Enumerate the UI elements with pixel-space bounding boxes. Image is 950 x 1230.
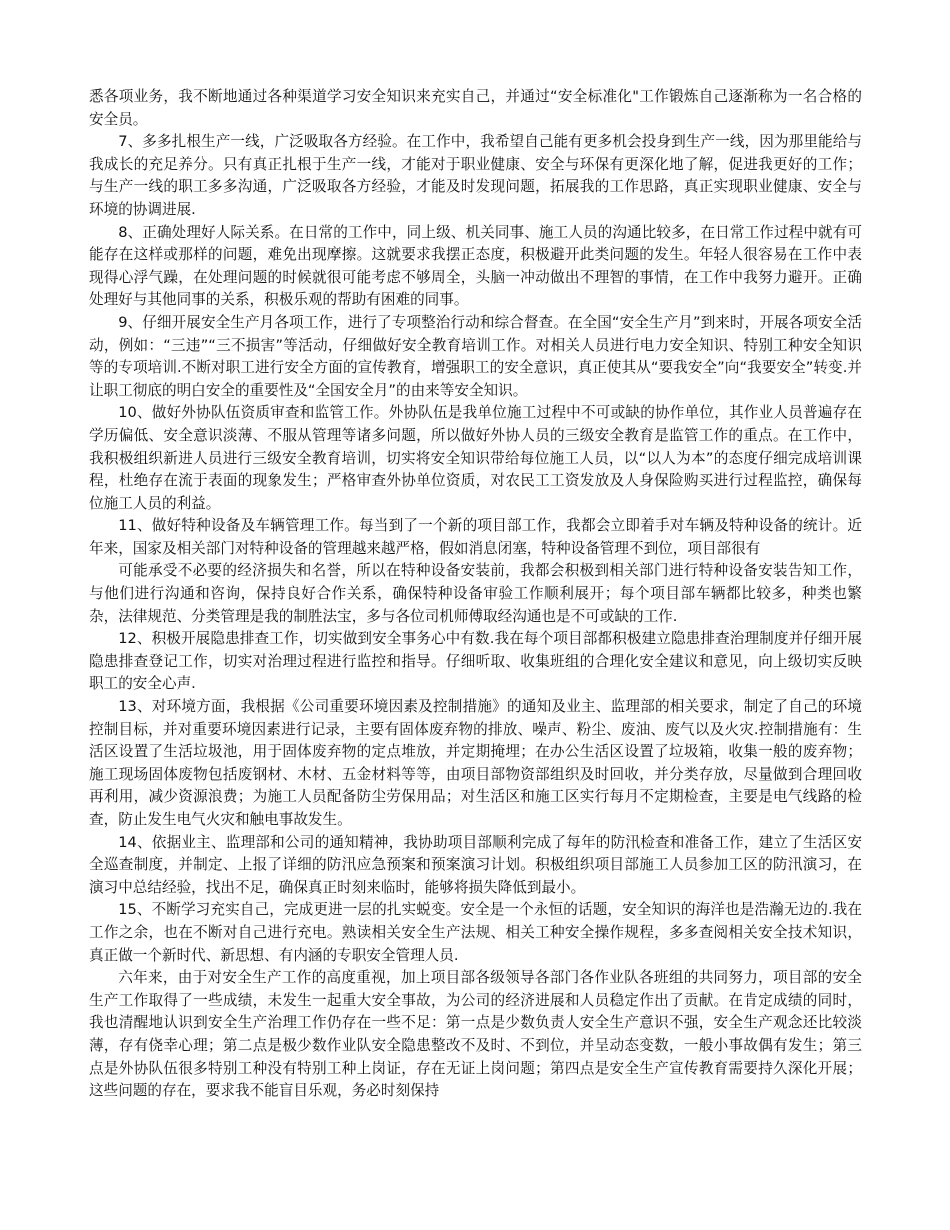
paragraph-item-12: 12、积极开展隐患排查工作，切实做到安全事务心中有数.我在每个项目部都积极建立隐患排查治理制度并仔细开展隐患排查登记工作，切实对治理过程进行监控和指导。仔细听取、收集班组的合理化安全建议和意见，向上级切实反映职工的安全心声. — [89, 630, 862, 693]
document-body — [89, 86, 862, 1103]
paragraph-item-11-continued: 可能承受不必要的经济损失和名誉，所以在特种设备安装前，我都会积极到相关部门进行特种设备安装告知工作，与他们进行沟通和咨询，保持良好合作关系，确保特种设备审验工作顺利展开；每个项目部车辆都比较多，种类也繁杂，法律规范、分类管理是我的制胜法宝，多与各位司机师傅取经沟通也是不可或缺的工作. — [89, 562, 862, 625]
paragraph-summary: 六年来，由于对安全生产工作的高度重视，加上项目部各级领导各部门各作业队各班组的共同努力，项目部的安全生产工作取得了一些成绩，未发生一起重大安全事故，为公司的经济进展和人员稳定作出了贡献。在肯定成绩的同时，我也清醒地认识到安全生产治理工作仍存在一些不足：第一点是少数负责人安全生产意识不强，安全生产观念还比较淡薄，存有侥幸心理；第二点是极少数作业队安全隐患整改不及时、不到位，并呈动态变数，一般小事故偶有发生；第三点是外协队伍很多特别工种没有特别工种上岗证，存在无证上岗问题；第四点是安全生产宣传教育需要持久深化开展；这些问题的存在，要求我不能盲目乐观，务必时刻保持 — [89, 969, 862, 1100]
paragraph-item-8: 8、正确处理好人际关系。在日常的工作中，同上级、机关同事、施工人员的沟通比较多，在日常工作过程中就有可能存在这样或那样的问题，难免出现摩擦。这就要求我摆正态度，积极避开此类问题的发生。年轻人很容易在工作中表现得心浮气躁，在处理问题的时候就很可能考虑不够周全，头脑一冲动做出不理智的事情，在工作中我努力避开。正确处理好与其他同事的关系，积极乐观的帮助有困难的同事。 — [89, 223, 862, 309]
paragraph-item-10: 10、做好外协队伍资质审查和监管工作。外协队伍是我单位施工过程中不可或缺的协作单位，其作业人员普遍存在学历偏低、安全意识淡薄、不服从管理等诸多问题，所以做好外协人员的三级安全教育是监管工作的重点。在工作中，我积极组织新进人员进行三级安全教育培训，切实将安全知识带给每位施工人员，以“以人为本”的态度仔细完成培训课程，杜绝存在流于表面的现象发生；严格审查外协单位资质，对农民工工资发放及人身保险购买进行过程监控，确保每位施工人员的利益。 — [89, 404, 862, 512]
paragraph-item-15: 15、不断学习充实自己，完成更进一层的扎实蜕变。安全是一个永恒的话题，安全知识的海洋也是浩瀚无边的.我在工作之余，也在不断对自己进行充电。熟读相关安全生产法规、相关工种安全操作规程，多多查阅相关安全技术知识，真正做一个新时代、新思想、有内涵的专职安全管理人员. — [89, 901, 862, 964]
paragraph-item-11: 11、做好特种设备及车辆管理工作。每当到了一个新的项目部工作，我都会立即着手对车辆及特种设备的统计。近年来，国家及相关部门对特种设备的管理越来越严格，假如消息闭塞，特种设备管理不到位，项目部很有 — [89, 517, 862, 557]
paragraph-continuation: 悉各项业务，我不断地通过各种渠道学习安全知识来充实自己，并通过“安全标准化"工作锻炼自己逐渐称为一名合格的安全员。 — [89, 88, 862, 128]
paragraph-item-14: 14、依据业主、监理部和公司的通知精神，我协助项目部顺利完成了每年的防汛检查和准备工作，建立了生活区安全巡查制度，并制定、上报了详细的防汛应急预案和预案演习计划。积极组织项目部施工人员参加工区的防汛演习，在演习中总结经验，找出不足，确保真正时刻来临时，能够将损失降低到最小。 — [89, 833, 862, 896]
paragraph-item-13: 13、对环境方面，我根据《公司重要环境因素及控制措施》的通知及业主、监理部的相关要求，制定了自己的环境控制目标，并对重要环境因素进行记录，主要有固体废弃物的排放、噪声、粉尘、废油、废气以及火灾.控制措施有：生活区设置了生活垃圾池，用于固体废弃物的定点堆放，并定期掩埋；在办公生活区设置了垃圾箱，收集一般的废弃物；施工现场固体废物包括废钢材、木材、五金材料等等，由项目部物资部组织及时回收，并分类存放，尽量做到合理回收再利用，减少资源浪费；为施工人员配备防尘劳保用品；对生活区和施工区实行每月不定期检查，主要是电气线路的检查，防止发生电气火灾和触电事故发生。 — [89, 698, 862, 828]
paragraph-item-7: 7、多多扎根生产一线，广泛吸取各方经验。在工作中，我希望自己能有更多机会投身到生产一线，因为那里能给与我成长的充足养分。只有真正扎根于生产一线，才能对于职业健康、安全与环保有更深化地了解，促进我更好的工作；与生产一线的职工多多沟通，广泛吸取各方经验，才能及时发现问题，拓展我的工作思路，真正实现职业健康、安全与环境的协调进展. — [89, 133, 862, 218]
paragraph-item-9: 9、仔细开展安全生产月各项工作，进行了专项整治行动和综合督查。在全国“安全生产月”到来时，开展各项安全活动，例如：“三违”“三不损害”等活动，仔细做好安全教育培训工作。对相关人员进行电力安全知识、特别工种安全知识等的专项培训.不断对职工进行安全方面的宣传教育，增强职工的安全意识，真正使其从“要我安全”向“我要安全”转变.并让职工彻底的明白安全的重要性及“全国安全月”的由来等安全知识。 — [89, 313, 862, 399]
